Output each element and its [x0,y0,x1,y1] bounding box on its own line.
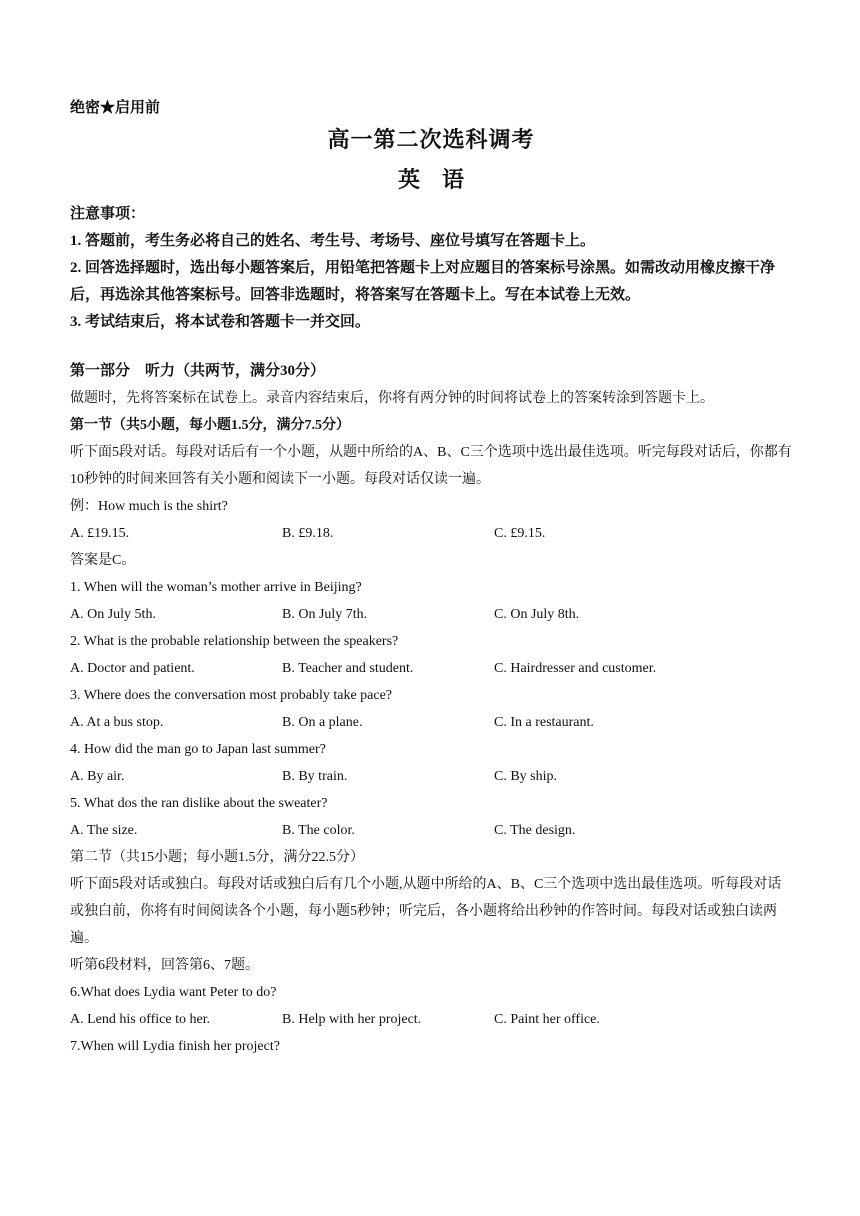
option-b: B. Help with her project. [282,1012,422,1027]
subject-title: 英 语 [397,167,464,192]
material-note: 听第6段材料，回答第6、7题。 [70,958,259,973]
section1-heading: 第一节（共5小题，每小题1.5分，满分7.5分） [70,418,350,433]
question-2: 2. What is the probable relationship between the speakers? [70,634,399,649]
option-c: C. The design. [494,823,576,838]
question-3-options [70,709,792,736]
example-question: 例：How much is the shirt? [70,499,228,514]
option-a: A. On July 5th. [70,607,156,622]
option-a: A. £19.15. [70,526,130,541]
question-4: 4. How did the man go to Japan last summer? [70,742,326,757]
option-a: A. At a bus stop. [70,715,164,730]
question-4-options [70,763,792,790]
option-c: C. Hairdresser and customer. [494,661,657,676]
option-c: C. In a restaurant. [494,715,594,730]
question-1-options [70,601,792,628]
question-2-options [70,655,792,682]
part1-instruction: 做题时，先将答案标在试卷上。录音内容结束后，你将有两分钟的时间将试卷上的答案转涂到答题卡上。 [70,391,714,406]
section2-instruction: 听下面5段对话或独白。每段对话或独白后有几个小题,从题中所给的A、B、C三个选项中选出最佳选项。听每段对话或独白前，你将有时间阅读各个小题，每小题5秒钟；听完后，各小题将给出秒钟的作答时间。每段对话或独白读两遍。 [70,877,782,946]
exam-page [70,96,792,1060]
option-b: B. On July 7th. [282,607,368,622]
question-6-options [70,1006,792,1033]
question-3: 3. Where does the conversation most probably take pace? [70,688,393,703]
option-b: B. On a plane. [282,715,363,730]
notice-heading: 注意事项： [70,206,146,222]
option-a: A. Lend his office to her. [70,1012,211,1027]
section2-heading: 第二节（共15小题；每小题1.5分，满分22.5分） [70,850,364,865]
question-6: 6.What does Lydia want Peter to do? [70,985,277,1000]
option-a: A. Doctor and patient. [70,661,195,676]
exam-title: 高一第二次选科调考 [327,127,535,152]
notice-item-3: 3. 考试结束后，将本试卷和答题卡一并交回。 [70,314,371,330]
question-5: 5. What dos the ran dislike about the sweater? [70,796,328,811]
notice-item-2: 2. 回答选择题时，选出每小题答案后，用铅笔把答题卡上对应题目的答案标号涂黑。如需改动用橡皮擦干净后，再选涂其他答案标号。回答非选题时，将答案写在答题卡上。写在本试卷上无效。 [70,260,776,303]
confidential-mark: 绝密★启用前 [70,100,161,116]
option-b: B. £9.18. [282,526,334,541]
option-a: A. By air. [70,769,125,784]
part1-heading: 第一部分 听力（共两节，满分30分） [70,363,326,379]
option-b: B. The color. [282,823,355,838]
option-b: B. Teacher and student. [282,661,414,676]
example-answer: 答案是C。 [70,553,136,568]
option-c: C. On July 8th. [494,607,580,622]
option-c: C. By ship. [494,769,558,784]
option-a: A. The size. [70,823,138,838]
question-1: 1. When will the woman’s mother arrive in Beijing? [70,580,362,595]
option-c: C. Paint her office. [494,1012,600,1027]
option-b: B. By train. [282,769,348,784]
spacer [70,336,792,358]
section1-instruction: 听下面5段对话。每段对话后有一个小题，从题中所给的A、B、C三个选项中选出最佳选项。听完每段对话后，你都有10秒钟的时间来回答有关小题和阅读下一小题。每段对话仅读一遍。 [70,445,792,487]
question-7: 7.When will Lydia finish her project? [70,1039,280,1054]
notice-item-1: 1. 答题前，考生务必将自己的姓名、考生号、考场号、座位号填写在答题卡上。 [70,233,596,249]
example-options [70,520,792,547]
question-5-options [70,817,792,844]
option-c: C. £9.15. [494,526,546,541]
